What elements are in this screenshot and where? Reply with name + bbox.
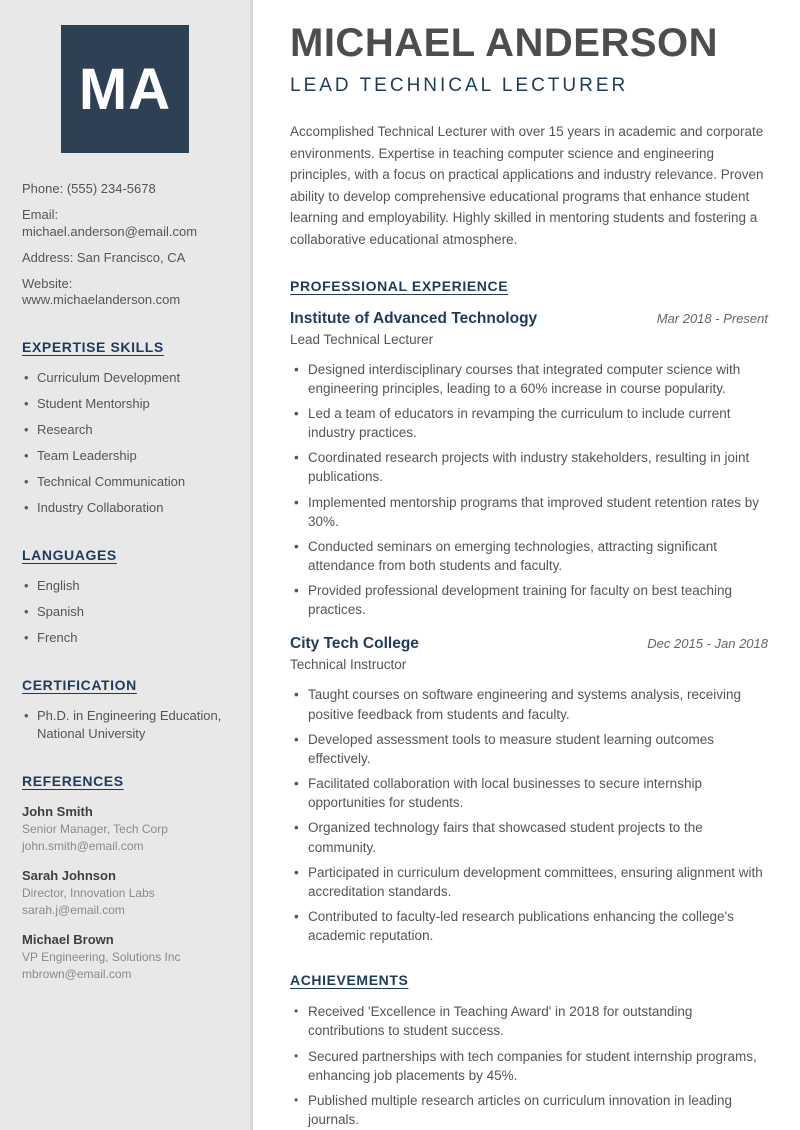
job-bullet: • Participated in curriculum development committees, ensuring alignment with accreditation standards.: [290, 863, 768, 901]
sidebar-list-item: • Spanish: [22, 603, 228, 621]
main-content: [256, 0, 800, 1130]
job-bullet: • Contributed to faculty-led research publications enhancing the college's academic reputation.: [290, 907, 768, 945]
reference-email: mbrown@email.com: [22, 967, 132, 982]
job-bullet-list: [290, 360, 768, 620]
reference-role: VP Engineering, Solutions Inc: [22, 949, 181, 964]
contact-info: [22, 181, 228, 309]
reference-role: Senior Manager, Tech Corp: [22, 821, 168, 836]
job-bullet: • Conducted seminars on emerging technologies, attracting significant attendance from both students and faculty.: [290, 537, 768, 575]
sidebar-section: [22, 547, 228, 647]
reference: [22, 803, 228, 856]
achievement-bullet: • Received 'Excellence in Teaching Award' in 2018 for outstanding contributions to student success.: [290, 1002, 768, 1040]
contact-line: Email: michael.anderson@email.com: [22, 206, 198, 239]
sidebar-list-item: • French: [22, 629, 228, 647]
person-name: MICHAEL ANDERSON: [290, 21, 719, 65]
job-role: Lead Technical Lecturer: [290, 331, 434, 347]
sidebar-list-item: • Student Mentorship: [22, 395, 228, 413]
job-bullet: • Provided professional development training for faculty on best teaching practices.: [290, 581, 768, 619]
job-bullet: • Designed interdisciplinary courses that integrated computer science with engineering principles, leading to a 60% increase in course popularity.: [290, 360, 768, 398]
job-dates: Dec 2015 - Jan 2018: [647, 636, 768, 652]
reference-email: john.smith@email.com: [22, 839, 144, 854]
job-bullet: • Implemented mentorship programs that improved student retention rates by 30%.: [290, 493, 768, 531]
reference-email: sarah.j@email.com: [22, 903, 125, 918]
experience-heading: PROFESSIONAL EXPERIENCE: [290, 277, 509, 294]
sidebar-section-heading: CERTIFICATION: [22, 676, 137, 693]
sidebar-list-item: • Technical Communication: [22, 473, 228, 491]
jobs-list: [290, 310, 768, 946]
job-entry: [290, 310, 768, 620]
job-bullet: • Developed assessment tools to measure student learning outcomes effectively.: [290, 730, 768, 768]
sidebar-section-list: [22, 577, 228, 647]
avatar: [61, 25, 189, 153]
job-bullet: • Led a team of educators in revamping the curriculum to include current industry practices.: [290, 404, 768, 442]
job-bullet: • Facilitated collaboration with local businesses to secure internship opportunities for students.: [290, 774, 768, 812]
sidebar-section-list: [22, 369, 228, 517]
sidebar-list-item: • English: [22, 577, 228, 595]
sidebar-sections: [22, 339, 228, 742]
achievements-list: [290, 1002, 768, 1129]
job-company: City Tech College: [290, 635, 419, 653]
sidebar-list-item: • Curriculum Development: [22, 369, 228, 387]
sidebar-list-item: • Team Leadership: [22, 447, 228, 465]
person-title: LEAD TECHNICAL LECTURER: [290, 75, 629, 96]
reference: [22, 931, 228, 984]
sidebar-list-item: • Industry Collaboration: [22, 499, 228, 517]
contact-line: Website: www.michaelanderson.com: [22, 275, 181, 308]
job-dates: Mar 2018 - Present: [656, 310, 768, 326]
achievements-heading: ACHIEVEMENTS: [290, 972, 409, 989]
references-list: [22, 803, 228, 984]
reference-name: Sarah Johnson: [22, 867, 116, 883]
job-entry: [290, 635, 768, 945]
sidebar: [0, 0, 253, 1130]
avatar-initials: MA: [78, 56, 172, 122]
reference-name: John Smith: [22, 803, 93, 819]
reference: [22, 867, 228, 920]
sidebar-list-item: • Ph.D. in Engineering Education, National University: [22, 707, 228, 743]
references-heading: REFERENCES: [22, 772, 124, 789]
sidebar-section: [22, 339, 228, 517]
job-bullet: • Coordinated research projects with industry stakeholders, resulting in joint publications.: [290, 448, 768, 486]
job-bullet: • Organized technology fairs that showcased student projects to the community.: [290, 818, 768, 856]
sidebar-section-heading: LANGUAGES: [22, 546, 117, 563]
job-bullet: • Taught courses on software engineering and systems analysis, receiving positive feedback from students and faculty.: [290, 685, 768, 723]
contact-line: Phone: (555) 234-5678: [22, 181, 156, 196]
reference-name: Michael Brown: [22, 931, 114, 947]
sidebar-section-heading: EXPERTISE SKILLS: [22, 339, 164, 356]
achievement-bullet: • Secured partnerships with tech companies for student internship programs, enhancing job placements by 45%.: [290, 1047, 768, 1085]
contact-line: Address: San Francisco, CA: [22, 249, 186, 265]
reference-role: Director, Innovation Labs: [22, 885, 155, 900]
sidebar-list-item: • Research: [22, 421, 228, 439]
references-section: [22, 773, 228, 984]
job-header: [290, 310, 768, 328]
achievement-bullet: • Published multiple research articles on curriculum innovation in leading journals.: [290, 1091, 768, 1129]
job-role: Technical Instructor: [290, 657, 407, 673]
job-header: [290, 635, 768, 653]
job-company: Institute of Advanced Technology: [290, 309, 538, 327]
job-bullet-list: [290, 685, 768, 945]
summary-paragraph: Accomplished Technical Lecturer with over 15 years in academic and corporate environments. Expertise in teaching computer science and engineering principles, with a focus on practical applications and industry relevance. Proven ability to develop comprehensive educational programs that enhance student learning and employability. Highly skilled in mentoring students and fostering a collaborative educational atmosphere.: [290, 124, 764, 247]
sidebar-section-list: [22, 707, 228, 743]
sidebar-section: [22, 677, 228, 743]
